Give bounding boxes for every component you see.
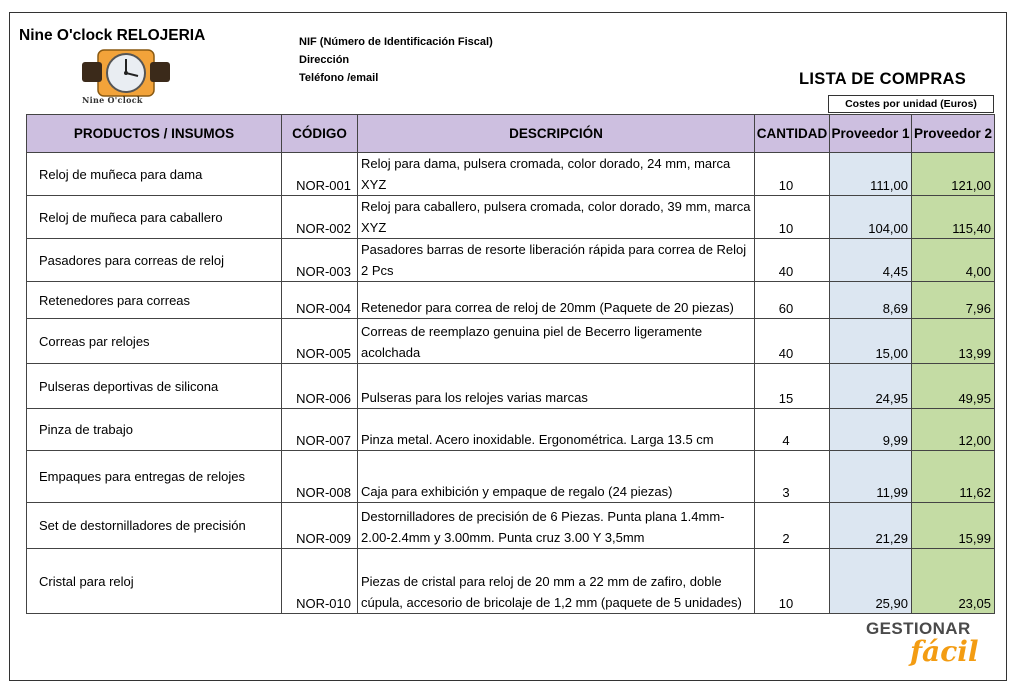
- quantity-cell: 10: [755, 196, 830, 239]
- col-header-provider-1: Proveedor 1: [830, 115, 912, 153]
- col-header-description: DESCRIPCIÓN: [358, 115, 755, 153]
- description-cell: Piezas de cristal para reloj de 20 mm a 22 mm de zafiro, doble cúpula, accesorio de bricolaje de 1,2 mm (paquete de 5 unidades): [358, 549, 755, 614]
- table-row: [27, 503, 995, 549]
- quantity-cell: 40: [755, 239, 830, 282]
- company-name: Nine O'clock RELOJERIA: [19, 27, 206, 44]
- col-header-quantity: CANTIDAD: [755, 115, 830, 153]
- cost-per-unit-header: Costes por unidad (Euros): [828, 95, 994, 113]
- quantity-cell: 2: [755, 503, 830, 549]
- code-cell: NOR-006: [282, 364, 358, 409]
- provider-1-price: 104,00: [830, 196, 912, 239]
- quantity-cell: 40: [755, 319, 830, 364]
- code-cell: NOR-009: [282, 503, 358, 549]
- provider-2-price: 12,00: [912, 409, 995, 451]
- brand-top-text: GESTIONAR: [866, 619, 971, 638]
- description-cell: Destornilladores de precisión de 6 Piezas. Punta plana 1.4mm-2.00-2.4mm y 3.00mm. Punta cruz 3.00 Y 3,5mm: [358, 503, 755, 549]
- product-cell: Empaques para entregas de relojes: [27, 451, 282, 503]
- provider-2-price: 121,00: [912, 153, 995, 196]
- product-cell: Cristal para reloj: [27, 549, 282, 614]
- description-cell: Pasadores barras de resorte liberación rápida para correa de Reloj 2 Pcs: [358, 239, 755, 282]
- col-header-code: CÓDIGO: [282, 115, 358, 153]
- provider-1-price: 25,90: [830, 549, 912, 614]
- description-cell: Pinza metal. Acero inoxidable. Ergonométrica. Larga 13.5 cm: [358, 409, 755, 451]
- provider-2-price: 7,96: [912, 282, 995, 319]
- code-cell: NOR-003: [282, 239, 358, 282]
- product-cell: Correas par relojes: [27, 319, 282, 364]
- brand-bottom-text: fácil: [910, 635, 979, 668]
- product-cell: Reloj de muñeca para dama: [27, 153, 282, 196]
- product-cell: Retenedores para correas: [27, 282, 282, 319]
- description-cell: Reloj para dama, pulsera cromada, color dorado, 24 mm, marca XYZ: [358, 153, 755, 196]
- provider-2-price: 15,99: [912, 503, 995, 549]
- table-row: [27, 282, 995, 319]
- table-row: [27, 239, 995, 282]
- nif-label: NIF (Número de Identificación Fiscal): [299, 36, 493, 48]
- table-row: [27, 451, 995, 503]
- provider-2-price: 11,62: [912, 451, 995, 503]
- description-cell: Correas de reemplazo genuina piel de Becerro ligeramente acolchada: [358, 319, 755, 364]
- provider-1-price: 15,00: [830, 319, 912, 364]
- provider-1-price: 24,95: [830, 364, 912, 409]
- product-cell: Reloj de muñeca para caballero: [27, 196, 282, 239]
- logo-caption: Nine O'clock: [82, 95, 143, 105]
- description-cell: Pulseras para los relojes varias marcas: [358, 364, 755, 409]
- code-cell: NOR-001: [282, 153, 358, 196]
- product-cell: Pasadores para correas de reloj: [27, 239, 282, 282]
- provider-1-price: 8,69: [830, 282, 912, 319]
- quantity-cell: 60: [755, 282, 830, 319]
- description-cell: Caja para exhibición y empaque de regalo (24 piezas): [358, 451, 755, 503]
- provider-2-price: 13,99: [912, 319, 995, 364]
- code-cell: NOR-007: [282, 409, 358, 451]
- col-header-product: PRODUCTOS / INSUMOS: [27, 115, 282, 153]
- table-row: [27, 409, 995, 451]
- quantity-cell: 10: [755, 153, 830, 196]
- quantity-cell: 10: [755, 549, 830, 614]
- provider-1-price: 4,45: [830, 239, 912, 282]
- gestionar-facil-logo: [866, 619, 979, 679]
- col-header-provider-2: Proveedor 2: [912, 115, 995, 153]
- code-cell: NOR-005: [282, 319, 358, 364]
- code-cell: NOR-008: [282, 451, 358, 503]
- provider-1-price: 21,29: [830, 503, 912, 549]
- product-cell: Pulseras deportivas de silicona: [27, 364, 282, 409]
- code-cell: NOR-004: [282, 282, 358, 319]
- description-cell: Reloj para caballero, pulsera cromada, color dorado, 39 mm, marca XYZ: [358, 196, 755, 239]
- table-row: [27, 319, 995, 364]
- description-cell: Retenedor para correa de reloj de 20mm (Paquete de 20 piezas): [358, 282, 755, 319]
- product-cell: Pinza de trabajo: [27, 409, 282, 451]
- table-header-row: [27, 115, 995, 153]
- provider-2-price: 115,40: [912, 196, 995, 239]
- provider-1-price: 9,99: [830, 409, 912, 451]
- table-row: [27, 153, 995, 196]
- code-cell: NOR-002: [282, 196, 358, 239]
- product-cell: Set de destornilladores de precisión: [27, 503, 282, 549]
- purchase-table: [26, 114, 995, 614]
- provider-2-price: 4,00: [912, 239, 995, 282]
- provider-2-price: 23,05: [912, 549, 995, 614]
- quantity-cell: 3: [755, 451, 830, 503]
- quantity-cell: 4: [755, 409, 830, 451]
- table-row: [27, 364, 995, 409]
- quantity-cell: 15: [755, 364, 830, 409]
- address-label: Dirección: [299, 54, 350, 66]
- provider-2-price: 49,95: [912, 364, 995, 409]
- page-title: LISTA DE COMPRAS: [799, 70, 967, 88]
- table-row: [27, 549, 995, 614]
- phone-label: Teléfono /email: [299, 72, 379, 84]
- provider-1-price: 111,00: [830, 153, 912, 196]
- code-cell: NOR-010: [282, 549, 358, 614]
- provider-1-price: 11,99: [830, 451, 912, 503]
- table-row: [27, 196, 995, 239]
